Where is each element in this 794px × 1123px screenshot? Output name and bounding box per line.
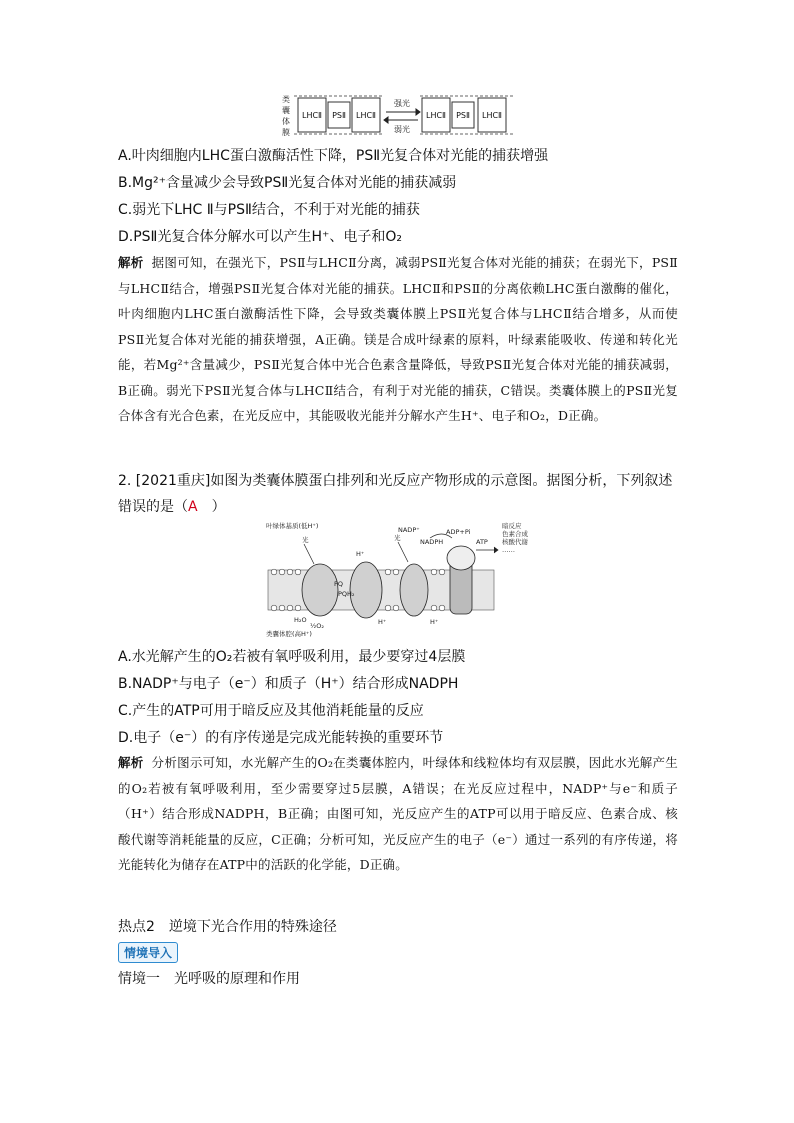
cytochrome-complex [350, 562, 382, 618]
svg-text:LHCⅡ: LHCⅡ [482, 111, 502, 120]
q2-analysis-label: 解析 [118, 755, 144, 770]
q2-analysis-text: 分析图示可知，水光解产生的O₂在类囊体腔内，叶绿体和线粒体均有双层膜，因此水光解产生的O₂若被有氧呼吸利用，至少需要穿过5层膜，A错误；在光反应过程中，NADP⁺与e⁻和质子（H⁺）结合形成NADPH，B正确；由图可知，光反应产生的ATP可以用于暗反应、色素合成、核酸代谢等消耗能量的反应，C正确；分析可知，光反应产生的电子（e⁻）通过一系列的有序传递，将光能转化为储存在ATP中的活跃的化学能，D正确。 [118, 755, 678, 872]
psii-complex [302, 564, 338, 616]
hotspot-heading: 热点2 逆境下光合作用的特殊途径 [118, 919, 337, 935]
scenario-heading: 情境一 光呼吸的原理和作用 [118, 971, 300, 987]
nadp-label: NADP⁺ [398, 526, 420, 534]
q1-analysis-text: 据图可知，在强光下，PSⅡ与LHCⅡ分离，减弱PSⅡ光复合体对光能的捕获；在弱光下，PSⅡ与LHCⅡ结合，增强PSⅡ光复合体对光能的捕获。LHCⅡ和PSⅡ的分离依赖LHC蛋白激酶的催化，叶肉细胞内LHC蛋白激酶活性下降，会导致类囊体膜上PSⅡ光复合体与LHCⅡ结合增多，从而使PSⅡ光复合体对光能的捕获增强，A正确。镁是合成叶绿素的原料，叶绿素能吸收、传递和转化光能，若Mg²⁺含量减少，PSⅡ光复合体中光合色素含量降低，导致PSⅡ光复合体对光能的捕获减弱，B正确。弱光下PSⅡ光复合体与LHCⅡ结合，有利于对光能的捕获，C错误。类囊体膜上的PSⅡ光复合体含有光合色素，在光反应中，其能吸收光能并分解水产生H⁺、电子和O₂，D正确。 [118, 255, 678, 423]
fig1-side-label-3: 体 [282, 117, 290, 126]
q2-option-c: C.产生的ATP可用于暗反应及其他消耗能量的反应 [118, 703, 424, 719]
q1-option-d: D.PSⅡ光复合体分解水可以产生H⁺、电子和O₂ [118, 229, 402, 245]
atp-synthase-head [447, 546, 475, 570]
scenario-badge: 情境导入 [118, 942, 178, 963]
o2-label: ½O₂ [310, 622, 325, 630]
q2-answer: A [188, 499, 198, 515]
q2-option-a: A.水光解产生的O₂若被有氧呼吸利用，最少要穿过4层膜 [118, 649, 466, 665]
q2-analysis [118, 750, 678, 878]
q1-option-a: A.叶肉细胞内LHC蛋白激酶活性下降，PSⅡ光复合体对光能的捕获增强 [118, 148, 549, 164]
scenario-badge-wrap [118, 942, 178, 963]
hplus-lumen-2: H⁺ [430, 618, 439, 626]
use-4: …… [502, 546, 515, 554]
q2-option-b: B.NADP⁺与电子（e⁻）和质子（H⁺）结合形成NADPH [118, 676, 459, 692]
fig1-side-label-2: 囊 [282, 106, 290, 115]
use-3: 核酸代谢 [502, 538, 528, 546]
hplus-stroma: H⁺ [356, 550, 365, 558]
stroma-label: 叶绿体基质(低H⁺) [266, 522, 319, 530]
svg-text:LHCⅡ: LHCⅡ [426, 111, 446, 120]
fig1-side-label-4: 膜 [282, 128, 290, 137]
lumen-label: 类囊体腔(高H⁺) [266, 630, 312, 638]
q2-stem: 2. [2021重庆]如图为类囊体膜蛋白排列和光反应产物形成的示意图。据图分析，下列叙述错误的是（A ） [118, 473, 673, 515]
hplus-lumen-1: H⁺ [378, 618, 387, 626]
lhc-psii-figure [278, 92, 518, 140]
q2-option-d: D.电子（e⁻）的有序传递是完成光能转换的重要环节 [118, 730, 444, 746]
pq-label: PQ [334, 580, 344, 588]
pqh-label: PQH₂ [338, 590, 355, 598]
svg-text:LHCⅡ: LHCⅡ [302, 111, 322, 120]
thylakoid-membrane-figure [262, 520, 562, 640]
adp-label: ADP+Pi [446, 528, 471, 536]
q1-option-b: B.Mg²⁺含量减少会导致PSⅡ光复合体对光能的捕获减弱 [118, 175, 457, 191]
psi-complex [400, 564, 428, 616]
h2o-label: H₂O [294, 616, 307, 624]
svg-text:PSⅡ: PSⅡ [456, 111, 470, 120]
arrow-weak-light: 弱光 [394, 125, 410, 134]
fig1-side-label-1: 类 [282, 95, 290, 104]
use-1: 暗反应 [502, 522, 522, 530]
light-label-1: 光 [302, 536, 309, 544]
q1-analysis-label: 解析 [118, 255, 144, 270]
q1-analysis [118, 250, 678, 429]
svg-text:LHCⅡ: LHCⅡ [356, 111, 376, 120]
atp-label: ATP [476, 538, 488, 546]
q1-option-c: C.弱光下LHC Ⅱ与PSⅡ结合，不利于对光能的捕获 [118, 202, 420, 218]
nadph-label: NADPH [420, 538, 444, 546]
light-label-2: 光 [394, 534, 401, 542]
arrow-strong-light: 强光 [394, 99, 410, 108]
use-2: 色素合成 [502, 530, 528, 538]
svg-text:PSⅡ: PSⅡ [332, 111, 346, 120]
